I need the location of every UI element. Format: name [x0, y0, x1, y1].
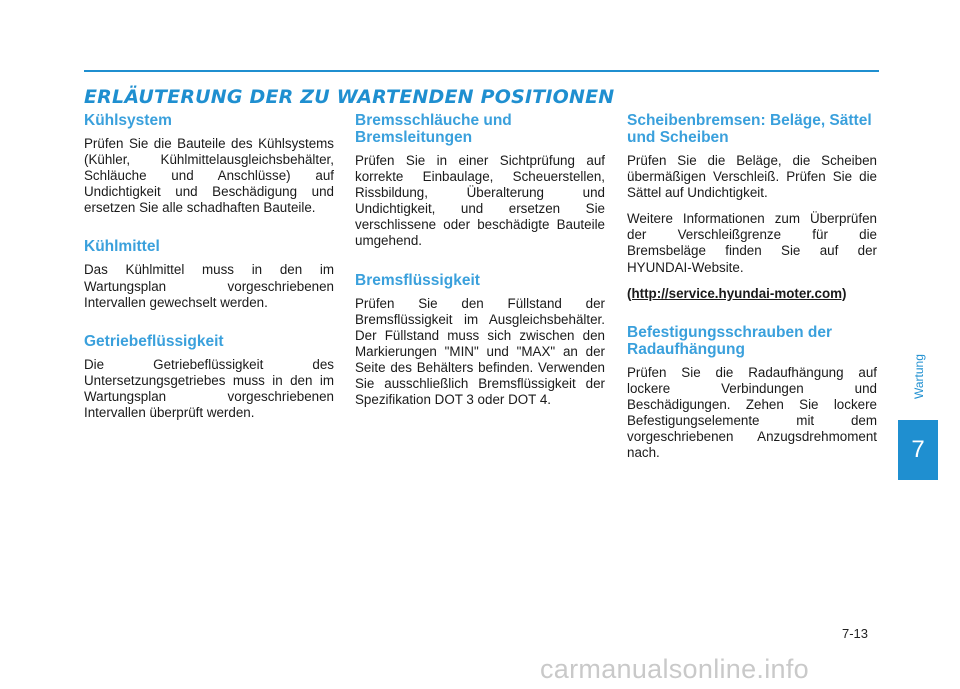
- watermark: carmanualsonline.info: [540, 654, 809, 684]
- header-rule: [84, 70, 879, 72]
- heading-bremsschlaeuche: Bremsschläuche und Bremsleitungen: [355, 112, 512, 146]
- heading-scheibenbremsen: Scheibenbremsen: Beläge, Sättel und Scheiben: [627, 112, 872, 146]
- paragraph-kuehlmittel: Das Kühlmittel muss in den im Wartungsplan vorgeschriebenen Intervallen gewechselt werden.: [84, 262, 334, 310]
- chapter-number-tab: 7: [898, 420, 938, 480]
- paragraph-kuehlsystem: Prüfen Sie die Bauteile des Kühlsystems (Kühler, Kühlmittelausgleichsbehälter, Schläuche und Anschlüsse) auf Undichtigkeit und Beschädigung und ersetzen Sie alle schadhaften Bauteile.: [84, 136, 334, 216]
- page-number: 7-13: [842, 626, 869, 641]
- paragraph-bremsfluessigkeit: Prüfen Sie den Füllstand der Bremsflüssigkeit im Ausgleichsbehälter. Der Füllstand muss sich zwischen den Markierungen "MIN" und "MAX" an der Seite des Behälters befinden. Verwenden Sie ausschließlich Bremsflüssigkeit der Spezifikation DOT 3 oder DOT 4.: [355, 295, 605, 408]
- paragraph-bremsschlaeuche: Prüfen Sie in einer Sichtprüfung auf korrekte Einbaulage, Scheuerstellen, Rissbildung, Überalterung und Undichtigkeit, und ersetzen Sie verschlissene oder beschädigte Bauteile umgehend.: [355, 153, 605, 249]
- heading-getriebefluessigkeit: Getriebeflüssigkeit: [84, 332, 224, 350]
- column-2: [355, 112, 605, 418]
- paragraph-befestigungsschrauben: Prüfen Sie die Radaufhängung auf lockere Verbindungen und Beschädigungen. Zehen Sie lockere Befestigungselemente mit dem vorgeschriebenen Anzugsdrehmoment nach.: [627, 364, 877, 461]
- column-3: [627, 112, 877, 471]
- chapter-label: Wartung: [912, 354, 926, 399]
- heading-kuehlmittel: Kühlmittel: [84, 238, 160, 256]
- paragraph-getriebefluessigkeit: Die Getriebeflüssigkeit des Untersetzungsgetriebes muss in den im Wartungsplan vorgeschriebenen Intervallen überprüft werden.: [84, 356, 334, 421]
- heading-bremsfluessigkeit: Bremsflüssigkeit: [355, 271, 480, 289]
- service-website-link[interactable]: (http://service.hyundai-moter.com): [627, 285, 847, 301]
- paragraph-scheibenbremsen-1: Prüfen Sie die Beläge, die Scheiben übermäßigen Verschleiß. Prüfen Sie die Sättel auf Undichtigkeit.: [627, 153, 877, 201]
- column-1: [84, 112, 334, 431]
- heading-befestigungsschrauben: Befestigungsschrauben der Radaufhängung: [627, 323, 832, 358]
- paragraph-scheibenbremsen-2: Weitere Informationen zum Überprüfen der Verschleißgrenze für die Bremsbeläge finden Sie auf der HYUNDAI-Website.: [627, 211, 877, 275]
- heading-kuehlsystem: Kühlsystem: [84, 112, 172, 129]
- page-title: ERLÄUTERUNG DER ZU WARTENDEN POSITIONEN: [84, 86, 615, 108]
